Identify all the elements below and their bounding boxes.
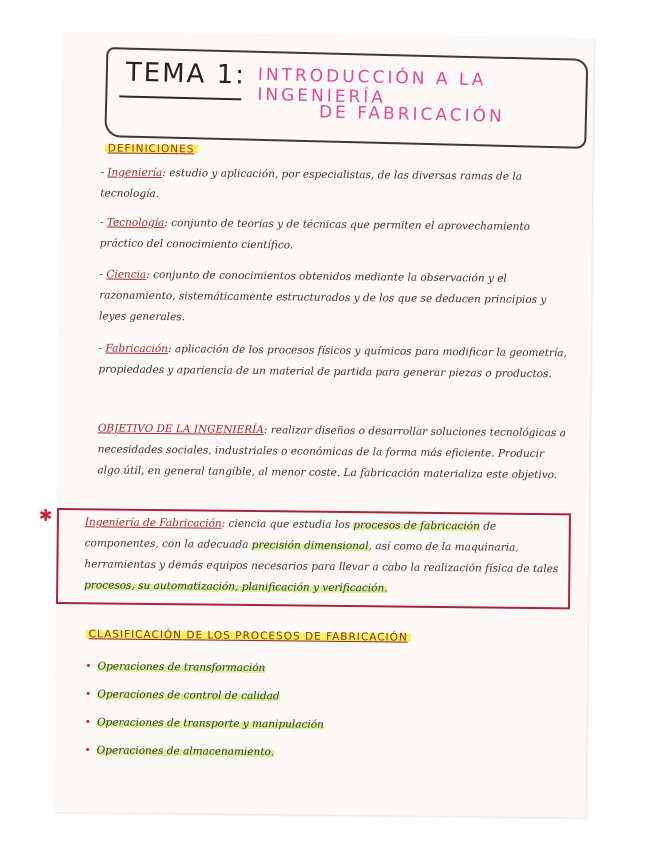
- objetivo-text: realizar diseños o desarrollar soluciones tecnológicas a necesidades sociales, industriales o económicas de la forma más eficiente. Producir algo útil, en general tangible, al menor coste. La fabricación materializa este objetivo.: [97, 424, 566, 482]
- term-fabricacion: Fabricación: [105, 342, 169, 356]
- list-item: • Operaciones de control de calidad: [85, 688, 280, 703]
- term-objetivo: OBJETIVO DE LA INGENIERÍA: [97, 422, 264, 437]
- title-box: [104, 47, 588, 149]
- term-ingenieria-fabricacion: Ingeniería de Fabricación: [84, 516, 222, 530]
- topic-number: TEMA 1:: [125, 57, 247, 91]
- list-item: • Operaciones de almacenamiento.: [84, 744, 275, 759]
- definition-text: conjunto de conocimientos obtenidos mediante la observación y el razonamiento, sistemáticamente estructurados y de los que se deducen principios y leyes generales.: [98, 268, 547, 324]
- title-line-1: INTRODUCCIÓN A LA INGENIERÍA: [257, 64, 487, 108]
- topic-underline: [119, 95, 241, 100]
- objetivo-ingenieria: OBJETIVO DE LA INGENIERÍA: realizar diseños o desarrollar soluciones tecnológicas a necesidades sociales, industriales o económicas de la forma más eficiente. Producir algo útil, en general tangible, al menor coste. La fabricación materializa este objetivo.: [97, 422, 566, 482]
- definition-ingenieria: - Ingeniería: estudio y aplicación, por especialistas, de las diversas ramas de la tecnología.: [100, 166, 523, 201]
- highlight-automatizacion: procesos, su automatización, planificación y verificación.: [84, 579, 388, 595]
- list-item: • Operaciones de transformación: [85, 660, 266, 675]
- definition-text: estudio y aplicación, por especialistas, de las diversas ramas de la tecnología.: [100, 167, 523, 201]
- title-line-2: DE FABRICACIÓN: [318, 102, 505, 127]
- asterisk-icon: ✱: [38, 505, 53, 525]
- definition-ciencia: - Ciencia: conjunto de conocimientos obtenidos mediante la observación y el razonamiento, sistemáticamente estructurados y de los que se deducen principios y leyes generales.: [98, 268, 547, 324]
- definition-tecnologia: - Tecnología: conjunto de teorías y de técnicas que permiten el aprovechamiento práctico del conocimiento científico.: [99, 216, 531, 252]
- notebook-page: [38, 32, 594, 818]
- list-item: • Operaciones de transporte y manipulación: [84, 716, 324, 731]
- definition-text: aplicación de los procesos físicos y químicos para modificar la geometría, propiedades y apariencia de un material de partida para generar piezas o productos.: [98, 343, 568, 381]
- definition-fabricacion: - Fabricación: aplicación de los procesos físicos y químicos para modificar la geometría, propiedades y apariencia de un material de partida para generar piezas o productos.: [98, 342, 568, 381]
- highlight-procesos: procesos de fabricación: [353, 519, 480, 533]
- highlight-precision: precisión dimensional: [251, 539, 369, 553]
- clasificacion-heading: CLASIFICACIÓN DE LOS PROCESOS DE FABRICACIÓN: [86, 628, 411, 643]
- ingenieria-fabricacion-definition: Ingeniería de Fabricación: ciencia que estudia los procesos de fabricación de componentes, con la adecuada precisión dimensional, así como de la maquinaria, herramientas y demás equipos necesarios para llevar a cabo la realización física de tales procesos, su automatización, planificación y verificación.: [84, 516, 559, 595]
- definiciones-heading: DEFINICIONES: [105, 142, 198, 155]
- clasificacion-list: [84, 660, 324, 774]
- definition-text: conjunto de teorías y de técnicas que permiten el aprovechamiento práctico del conocimiento científico.: [99, 217, 531, 252]
- term-ciencia: Ciencia: [106, 268, 147, 281]
- term-ingenieria: Ingeniería: [107, 166, 163, 180]
- term-tecnologia: Tecnología: [106, 216, 165, 230]
